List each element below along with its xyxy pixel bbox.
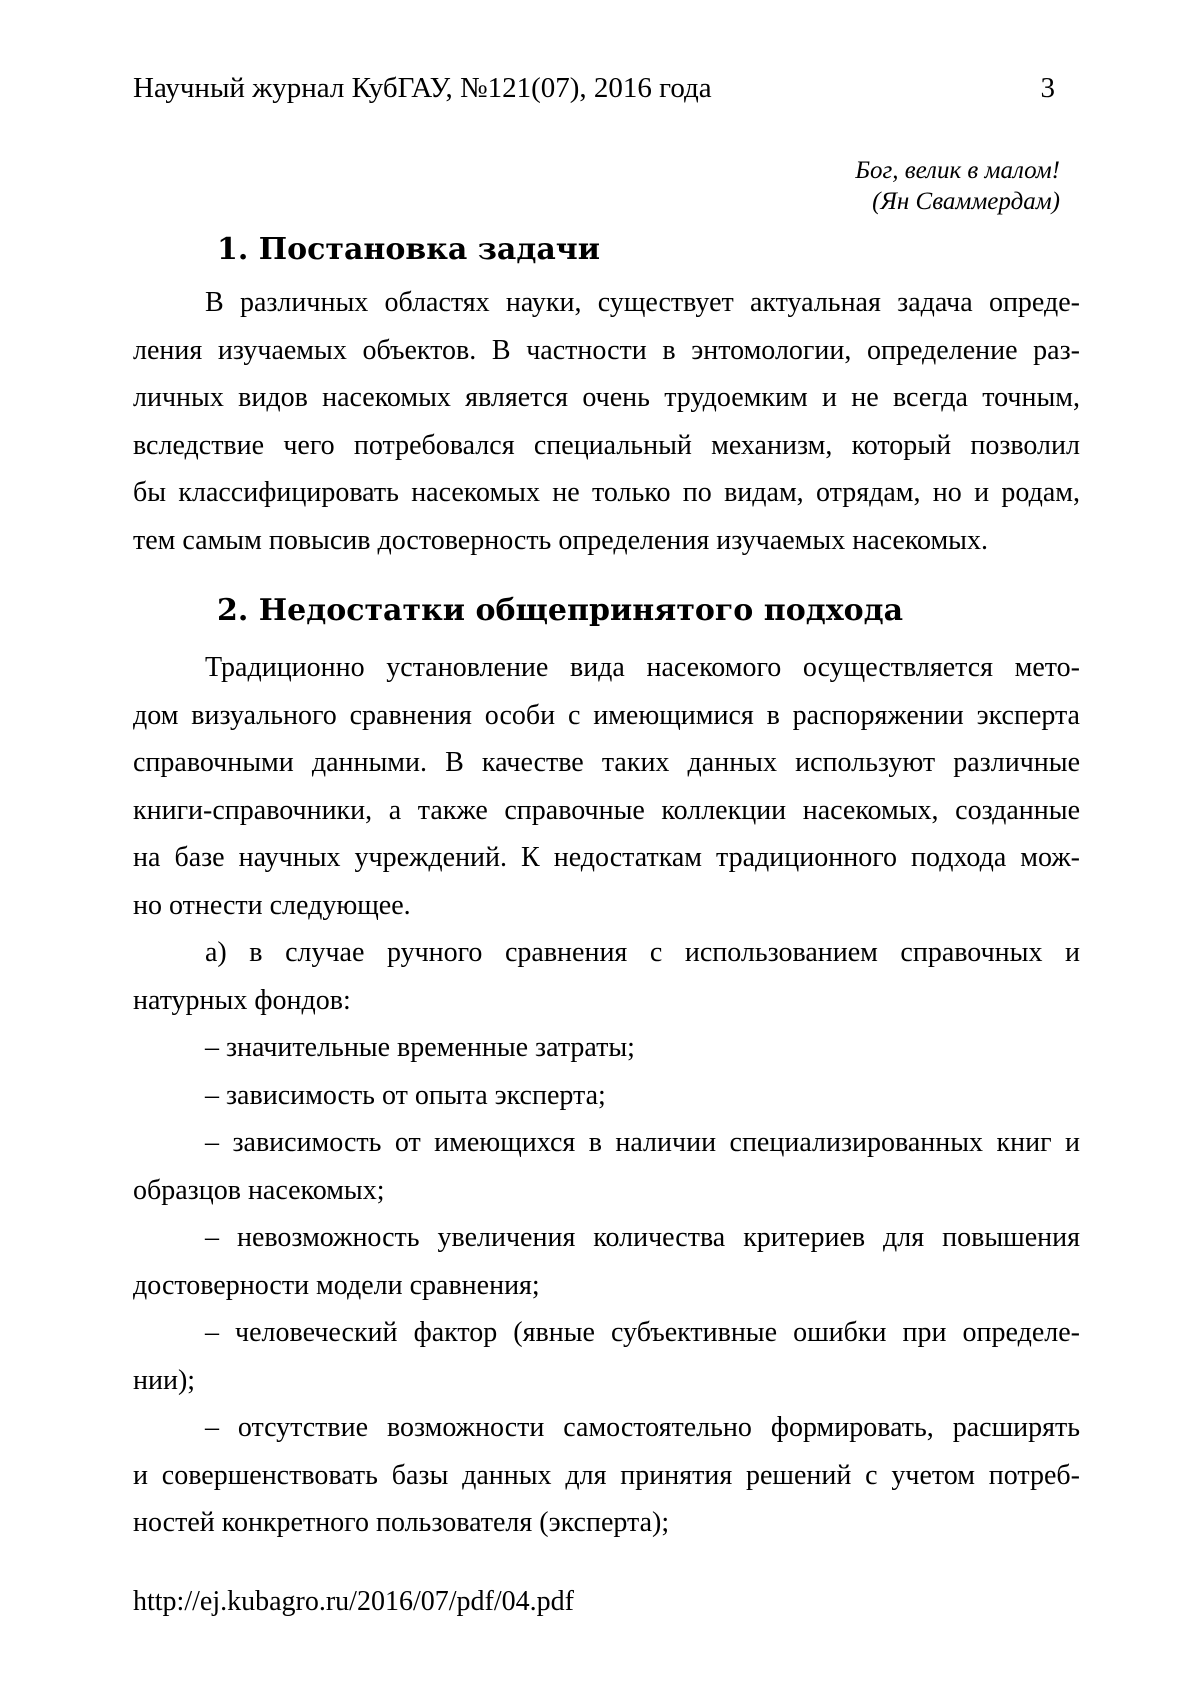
list-item-line: – значительные временные затраты; (205, 1032, 635, 1063)
paragraph-line: книги-справочники, а также справочные коллекции насекомых, созданные (133, 794, 1080, 826)
section-heading-1: 1. Постановка задачи (217, 232, 600, 267)
page-number: 3 (1040, 72, 1055, 104)
list-item-line: – человеческий фактор (явные субъективные ошибки при определе- (205, 1317, 1080, 1348)
paragraph (133, 644, 1080, 929)
paragraph-line: вследствие чего потребовался специальный механизм, который позволил (133, 429, 1080, 461)
list-item-line: – невозможность увеличения количества критериев для повышения (205, 1222, 1080, 1253)
list-item-line: ностей конкретного пользователя (эксперта); (133, 1507, 670, 1538)
epigraph (133, 155, 1080, 217)
list-item-line: – отсутствие возможности самостоятельно формировать, расширять (205, 1412, 1080, 1443)
epigraph-quote: Бог, велик в малом! (855, 157, 1060, 184)
list-item (133, 1024, 1080, 1072)
section-heading-2: 2. Недостатки общепринятого подхода (217, 593, 904, 628)
list-item (133, 1404, 1080, 1547)
running-head (133, 72, 1080, 105)
list-item-line: достоверности модели сравнения; (133, 1269, 540, 1301)
journal-title: Научный журнал КубГАУ, №121(07), 2016 года (133, 72, 712, 104)
paragraph-line: тем самым повысив достоверность определения изучаемых насекомых. (133, 524, 988, 556)
list-item (133, 1119, 1080, 1214)
list-item-line: образцов насекомых; (133, 1174, 385, 1206)
paragraph (133, 929, 1080, 1024)
paragraph (133, 279, 1080, 564)
paragraph-line: натурных фондов: (133, 984, 351, 1016)
list-item (133, 1309, 1080, 1404)
paragraph-line: на базе научных учреждений. К недостаткам традиционного подхода мож- (133, 842, 1080, 873)
paragraph-line: ления изучаемых объектов. В частности в энтомологии, определение раз- (133, 334, 1080, 366)
paragraph-line: бы классифицировать насекомых не только по видам, отрядам, но и родам, (133, 477, 1080, 508)
page-content (133, 72, 1080, 1547)
list-item (133, 1214, 1080, 1309)
footer-url[interactable]: http://ej.kubagro.ru/2016/07/pdf/04.pdf (133, 1586, 574, 1617)
paragraph-line: дом визуального сравнения особи с имеющимися в распоряжении эксперта (133, 699, 1080, 731)
list-item-line: и совершенствовать базы данных для принятия решений с учетом потреб- (133, 1459, 1080, 1491)
paragraph-line: но отнести следующее. (133, 889, 411, 921)
list-item (133, 1072, 1080, 1120)
list-item-line: нии); (133, 1364, 196, 1396)
paragraph-line: справочными данными. В качестве таких данных используют различные (133, 747, 1080, 778)
list-item-line: – зависимость от имеющихся в наличии специализированных книг и (205, 1127, 1080, 1158)
epigraph-author: (Ян Сваммердам) (872, 188, 1060, 215)
list-item-line: – зависимость от опыта эксперта; (205, 1079, 606, 1111)
paragraph-line: Традиционно установление вида насекомого осуществляется мето- (205, 652, 1080, 683)
paragraph-line: личных видов насекомых является очень трудоемким и не всегда точным, (133, 382, 1080, 413)
paragraph-line: В различных областях науки, существует актуальная задача опреде- (205, 287, 1080, 318)
paragraph-line: а) в случае ручного сравнения с использованием справочных и (205, 937, 1080, 968)
